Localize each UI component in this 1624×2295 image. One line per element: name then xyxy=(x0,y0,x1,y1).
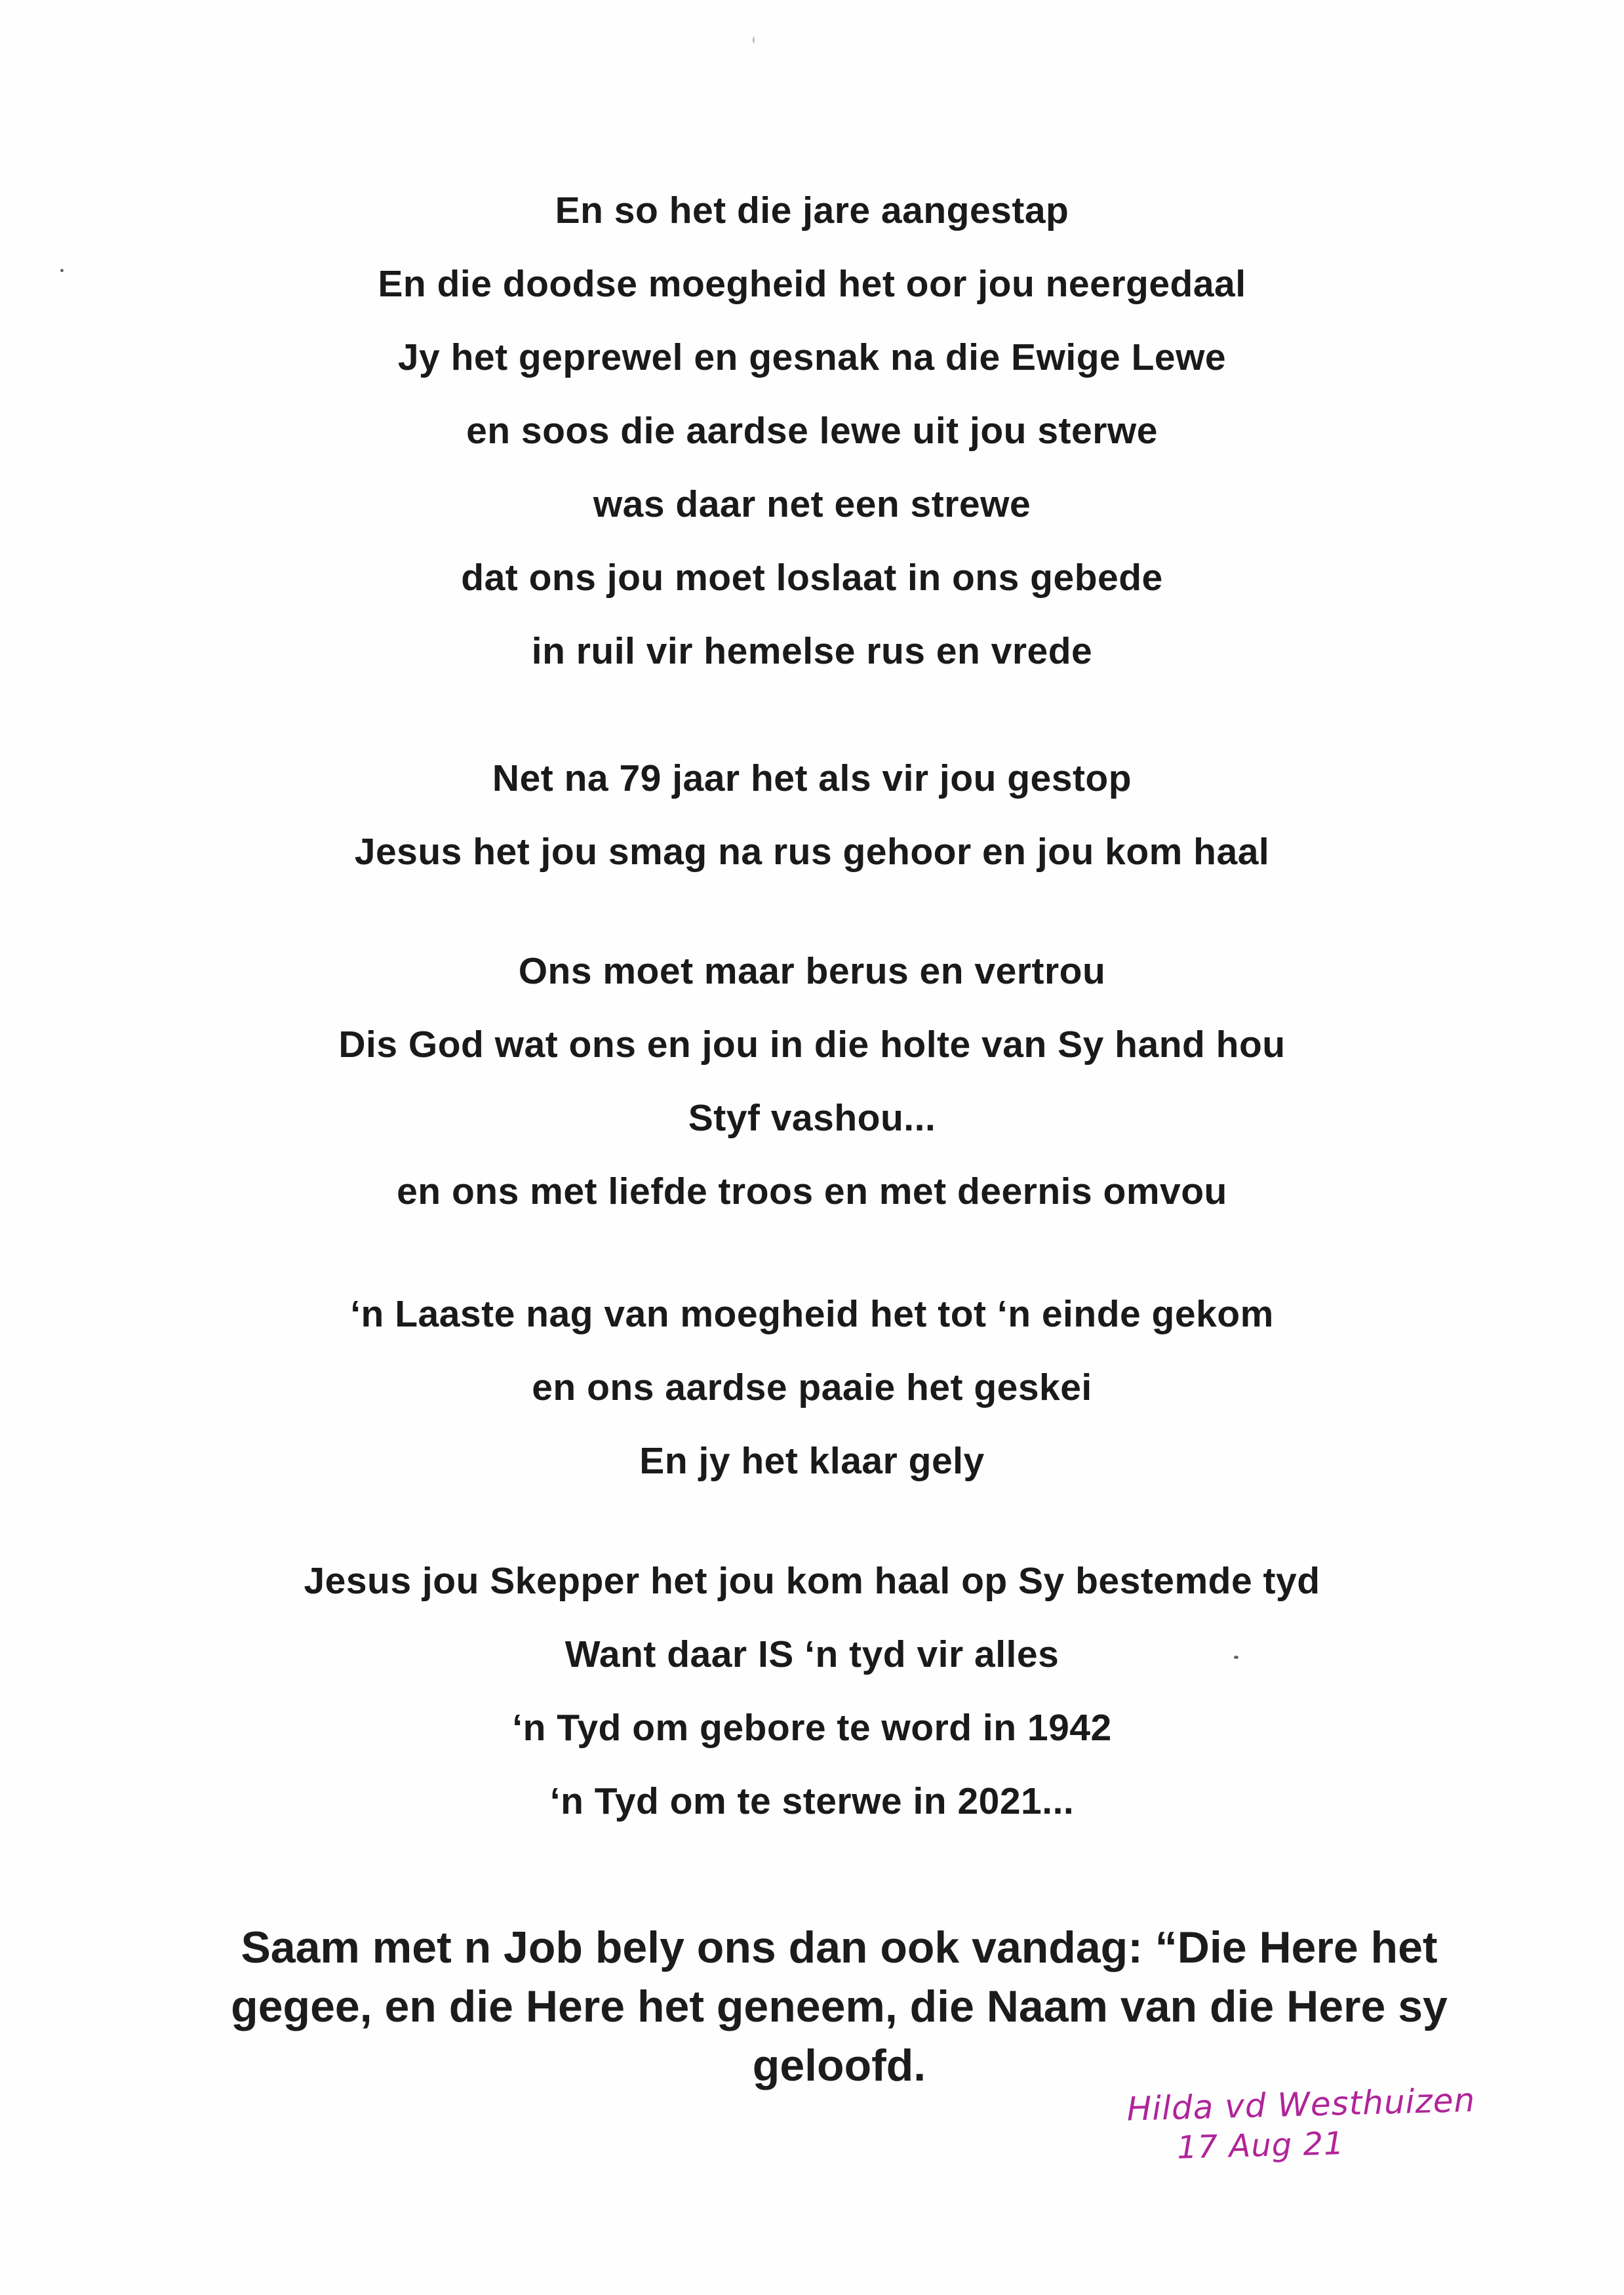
poem-line: dat ons jou moet loslaat in ons gebede xyxy=(461,557,1163,599)
poem-line: Dis God wat ons en jou in die holte van Sy hand hou xyxy=(338,1024,1286,1066)
poem-line: ‘n Tyd om gebore te word in 1942 xyxy=(512,1707,1112,1749)
signature-date: 17 Aug 21 xyxy=(1176,2125,1345,2166)
poem-line: Jesus jou Skepper het jou kom haal op Sy bestemde tyd xyxy=(304,1560,1320,1602)
poem-line: ‘n Laaste nag van moegheid het tot ‘n einde gekom xyxy=(350,1293,1274,1335)
poem-line: Ons moet maar berus en vertrou xyxy=(518,950,1106,992)
poem-line: en ons aardse paaie het geskei xyxy=(532,1367,1092,1408)
poem-line: Want daar IS ‘n tyd vir alles xyxy=(564,1633,1060,1675)
poem-line: En jy het klaar gely xyxy=(639,1440,985,1482)
poem-line: Net na 79 jaar het als vir jou gestop xyxy=(492,757,1132,799)
poem-line: in ruil vir hemelse rus en vrede xyxy=(531,630,1093,672)
poem-line: En so het die jare aangestap xyxy=(555,190,1069,231)
poem-line: en soos die aardse lewe uit jou sterwe xyxy=(466,410,1158,452)
stanza-3 xyxy=(0,934,1624,1228)
closing-line: geloofd. xyxy=(752,2041,926,2090)
closing-verse xyxy=(164,1918,1515,2095)
poem-line: ‘n Tyd om te sterwe in 2021... xyxy=(549,1780,1075,1822)
poem-line: was daar net een strewe xyxy=(593,483,1031,525)
stanza-2 xyxy=(0,742,1624,888)
poem-line: En die doodse moegheid het oor jou neergedaal xyxy=(378,263,1246,305)
stanza-1 xyxy=(0,174,1624,688)
stanza-5 xyxy=(0,1544,1624,1838)
poem-line: Jy het geprewel en gesnak na die Ewige Lewe xyxy=(397,336,1227,378)
scan-speck xyxy=(1234,1656,1238,1659)
poem-line: Jesus het jou smag na rus gehoor en jou kom haal xyxy=(354,831,1270,873)
signature-name: Hilda vd Westhuizen xyxy=(1126,2081,1476,2128)
handwritten-signature xyxy=(1113,2080,1522,2202)
stanza-4 xyxy=(0,1277,1624,1498)
poem-line: Styf vashou... xyxy=(688,1097,936,1139)
scan-speck xyxy=(60,269,64,272)
closing-line: Saam met n Job bely ons dan ook vandag: “Die Here het xyxy=(241,1923,1438,1972)
poem-line: en ons met liefde troos en met deernis omvou xyxy=(397,1170,1227,1212)
scan-speck xyxy=(753,37,755,43)
closing-line: gegee, en die Here het geneem, die Naam van die Here sy xyxy=(231,1982,1448,2031)
